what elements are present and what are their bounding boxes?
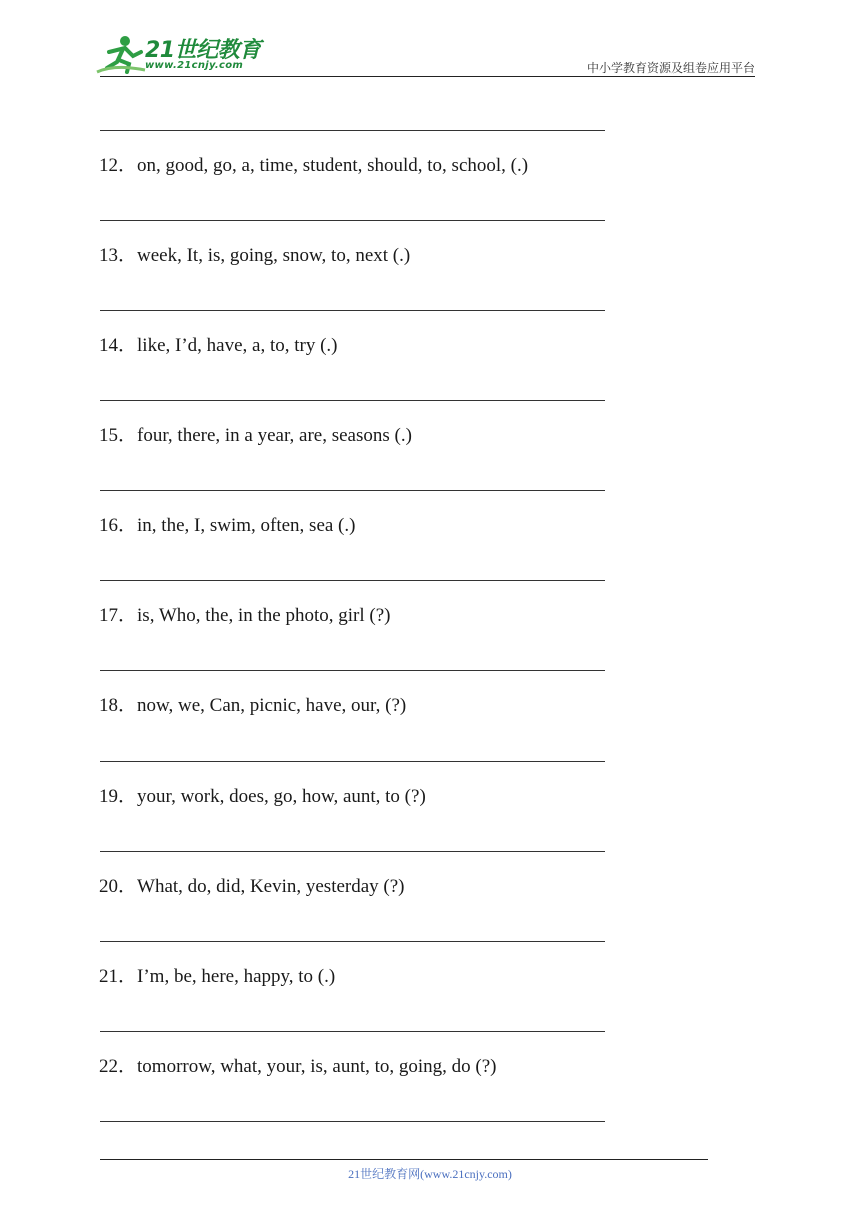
- answer-line: [100, 1121, 605, 1122]
- question-number: 18．: [99, 695, 138, 716]
- question-number: 16．: [99, 515, 138, 536]
- question-text: four, there, in a year, are, seasons (.): [137, 425, 412, 446]
- answer-line: [100, 851, 605, 852]
- question-number: 15．: [99, 425, 138, 446]
- question-text: on, good, go, a, time, student, should, to, school, (.): [137, 155, 529, 176]
- question-item: [99, 604, 390, 628]
- question-number: 14．: [99, 335, 138, 356]
- question-text: tomorrow, what, your, is, aunt, to, going, do (?): [137, 1056, 497, 1077]
- question-number: 19．: [99, 786, 138, 807]
- question-text: like, I’d, have, a, to, try (.): [137, 335, 338, 356]
- answer-line: [100, 670, 605, 671]
- answer-line: [100, 941, 605, 942]
- question-text: What, do, did, Kevin, yesterday (?): [137, 876, 405, 897]
- site-logo: [95, 34, 265, 76]
- question-item: [99, 1055, 497, 1079]
- question-text: your, work, does, go, how, aunt, to (?): [137, 786, 426, 807]
- question-item: [99, 875, 405, 899]
- header-divider: [100, 76, 755, 77]
- question-item: [99, 424, 412, 448]
- question-number: 17．: [99, 605, 138, 626]
- footer-divider: [100, 1159, 708, 1160]
- question-item: [99, 514, 355, 538]
- question-text: week, It, is, going, snow, to, next (.): [137, 245, 411, 266]
- question-number: 13．: [99, 245, 138, 266]
- question-item: [99, 965, 335, 989]
- answer-line: [100, 310, 605, 311]
- question-number: 20．: [99, 876, 138, 897]
- question-item: [99, 785, 426, 809]
- runner-logo-icon: [95, 34, 147, 74]
- question-number: 22．: [99, 1056, 138, 1077]
- footer-text: 21世纪教育网(www.21cnjy.com): [348, 1167, 512, 1181]
- answer-line: [100, 400, 605, 401]
- question-text: I’m, be, here, happy, to (.): [137, 966, 336, 987]
- logo-url: www.21cnjy.com: [145, 60, 244, 71]
- answer-line: [100, 761, 605, 762]
- question-text: in, the, I, swim, often, sea (.): [137, 515, 356, 536]
- logo-text: 21世纪教育: [145, 38, 261, 63]
- question-number: 21．: [99, 966, 138, 987]
- question-item: [99, 154, 528, 178]
- question-item: [99, 334, 338, 358]
- question-number: 12．: [99, 155, 138, 176]
- question-text: now, we, Can, picnic, have, our, (?): [137, 695, 407, 716]
- question-text: is, Who, the, in the photo, girl (?): [137, 605, 391, 626]
- answer-line: [100, 1031, 605, 1032]
- page-header: [95, 30, 755, 78]
- answer-line: [100, 490, 605, 491]
- question-item: [99, 244, 410, 268]
- answer-line: [100, 220, 605, 221]
- answer-line: [100, 130, 605, 131]
- answer-line: [100, 580, 605, 581]
- question-item: [99, 694, 406, 718]
- platform-name: 中小学教育资源及组卷应用平台: [586, 61, 755, 75]
